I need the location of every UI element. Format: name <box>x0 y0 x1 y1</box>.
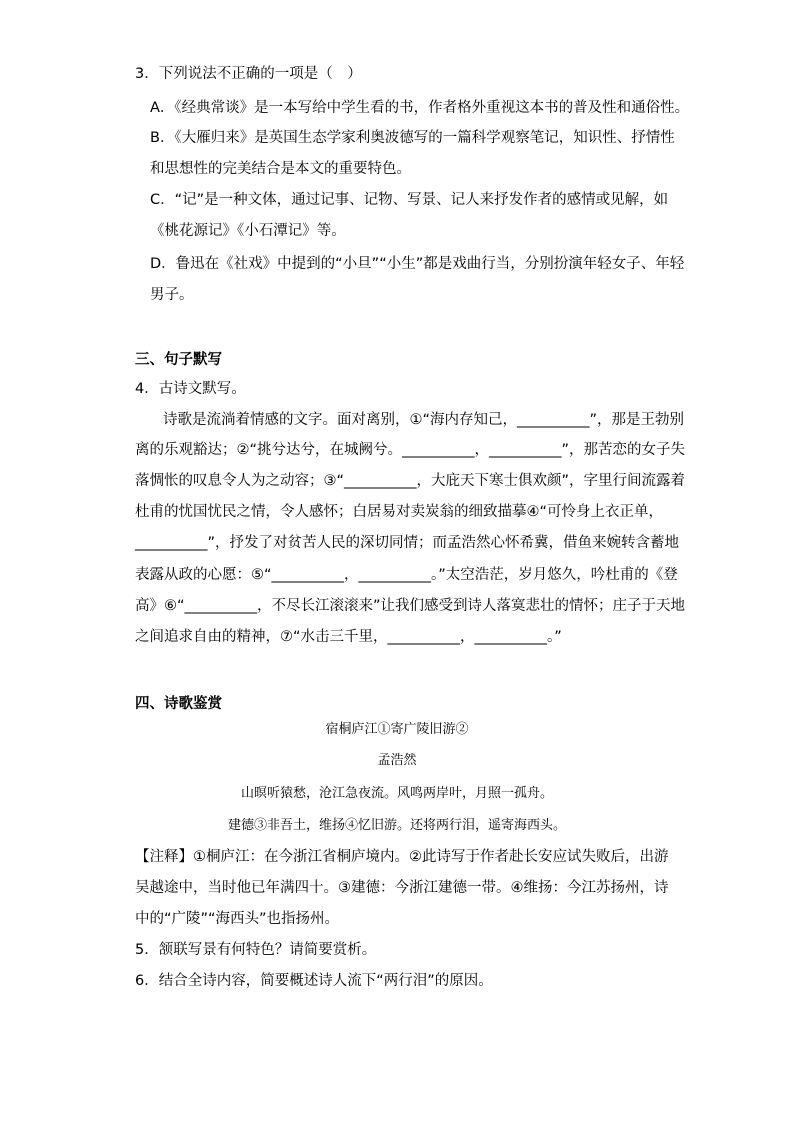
option-c-line1: C．“记”是一种文体，通过记事、记物、写景、记人来抒发作者的感情或见解，如 <box>150 192 669 208</box>
passage-line: 落惆怅的叹息令人为之动容；③“__________，大庇天下寒士俱欢颜”，字里行间流露着 <box>135 473 686 489</box>
question-6: 6．结合全诗内容，简要概述诗人流下“两行泪”的原因。 <box>135 973 493 989</box>
section-3-heading: 三、句子默写 <box>135 352 222 368</box>
passage-line: __________”，抒发了对贫苦人民的深切同情；而孟浩然心怀希冀，借鱼来婉转含蓄地 <box>135 535 680 551</box>
poem-line: 建德③非吾土，维扬④忆旧游。还将两行泪，遥寄海西头。 <box>227 818 566 833</box>
option-b-line2: 和思想性的完美结合是本文的重要特色。 <box>150 161 411 177</box>
poem-author: 孟浩然 <box>377 753 417 768</box>
passage-line: 之间追求自由的精神，⑦“水击三千里，__________，__________。” <box>135 629 562 645</box>
passage-line: 高》⑥“__________，不尽长江滚滚来”让我们感受到诗人落寞悲壮的情怀；庄子于天地 <box>135 598 686 614</box>
option-d-line1: D．鲁迅在《社戏》中提到的“小旦”“小生”都是戏曲行当，分别扮演年轻女子、年轻 <box>150 256 685 272</box>
question-3-stem: 3．下列说法不正确的一项是（ ） <box>135 66 362 82</box>
option-c-line2: 《桃花源记》《小石潭记》等。 <box>150 223 346 239</box>
poem-title: 宿桐庐江①寄广陵旧游② <box>325 722 469 737</box>
notes-line: 【注释】①桐庐江：在今浙江省桐庐境内。②此诗写于作者赴长安应试失败后，出游 <box>135 849 669 865</box>
section-4-heading: 四、诗歌鉴赏 <box>135 696 222 712</box>
passage-line: 离的乐观豁达；②“挑兮达兮，在城阙兮。__________，__________”，那苦恋的女子失 <box>135 442 686 458</box>
option-a: A．《经典常谈》是一本写给中学生看的书，作者格外重视这本书的普及性和通俗性。 <box>150 100 690 116</box>
option-d-line2: 男子。 <box>150 287 194 303</box>
option-b-line1: B．《大雁归来》是英国生态学家利奥波德写的一篇科学观察笔记，知识性、抒情性 <box>150 130 675 146</box>
passage-line: 表露从政的心愿：⑤“__________，__________。”太空浩茫，岁月悠久，吟杜甫的《登 <box>135 567 678 583</box>
poem-line: 山暝听猿愁，沧江急夜流。风鸣两岸叶，月照一孤舟。 <box>240 786 553 801</box>
notes-line: 中的“广陵”“海西头”也指扬州。 <box>135 911 340 927</box>
question-5: 5．颔联写景有何特色？请简要赏析。 <box>135 942 377 958</box>
notes-line: 吴越途中，当时他已年满四十。③建德：今浙江建德一带。④维扬：今江苏扬州，诗 <box>135 880 669 896</box>
passage-line: 诗歌是流淌着情感的文字。面对离别，①“海内存知己，__________”，那是王勃别 <box>163 412 685 428</box>
passage-line: 杜甫的忧国忧民之情，令人感怀；白居易对卖炭翁的细致描摹④“可怜身上衣正单， <box>135 504 664 520</box>
question-4-stem: 4．古诗文默写。 <box>135 381 246 397</box>
